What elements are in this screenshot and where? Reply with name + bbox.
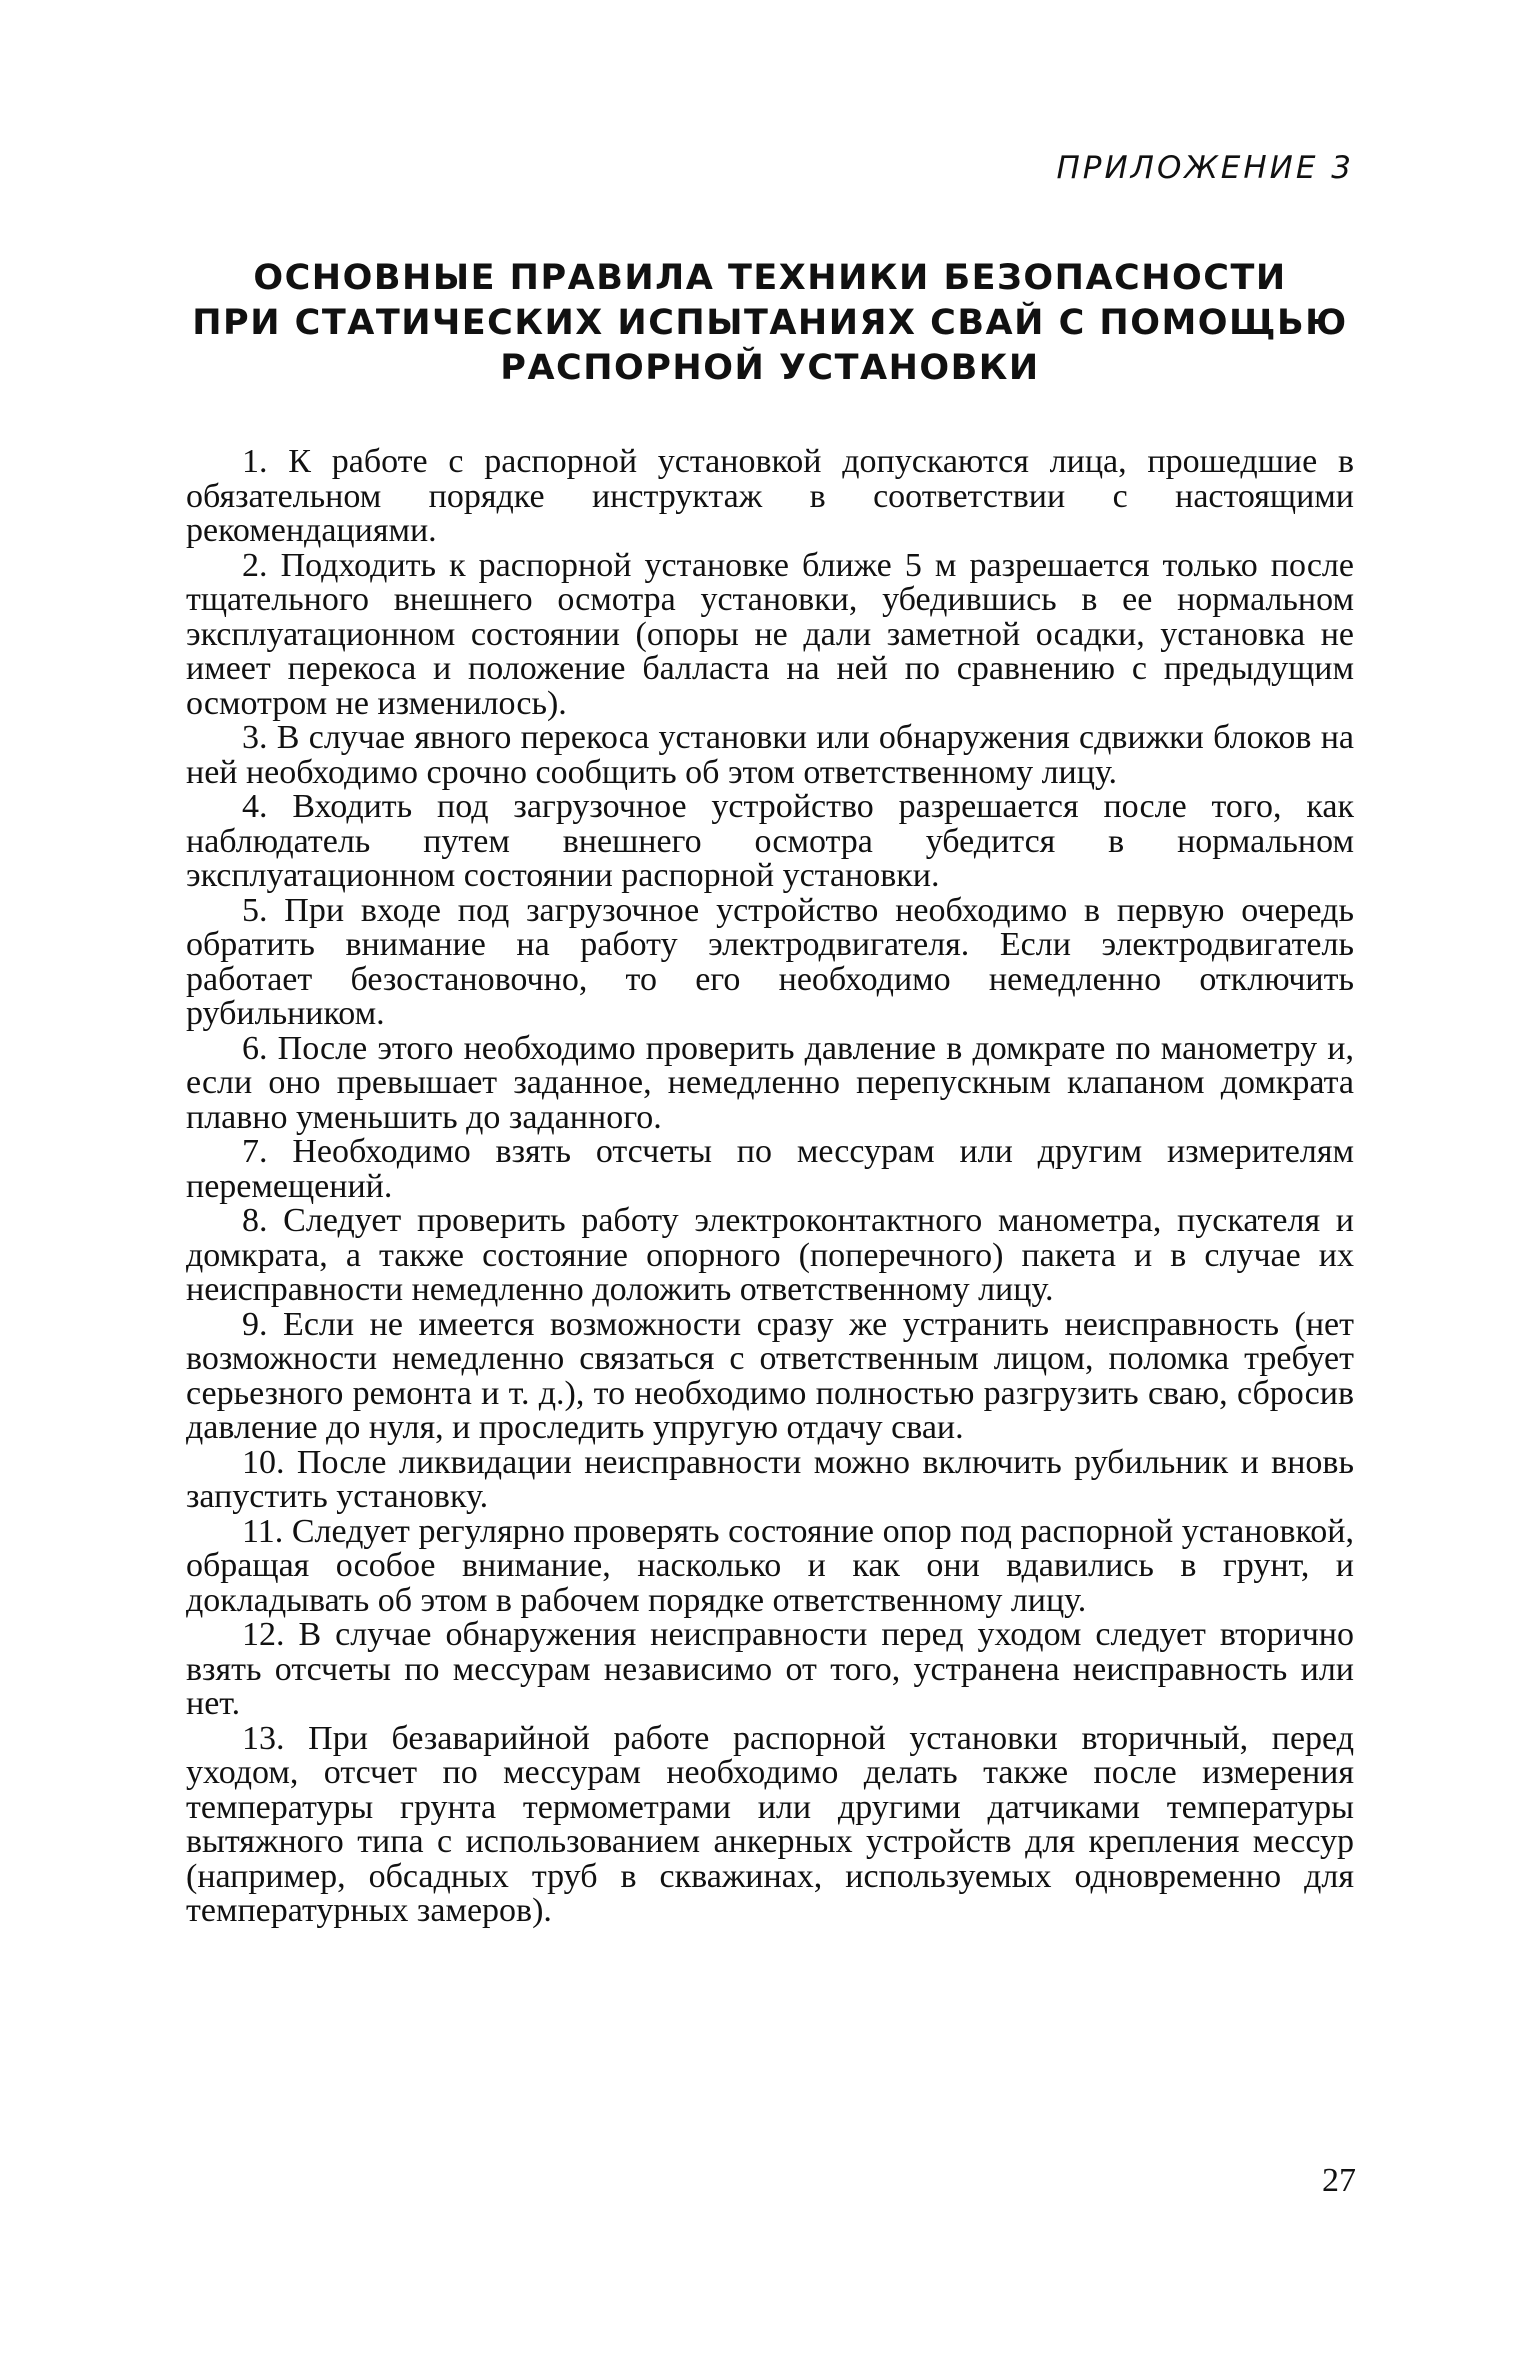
title-line-2: ПРИ СТАТИЧЕСКИХ ИСПЫТАНИЯХ СВАЙ С ПОМОЩЬЮ	[192, 303, 1348, 343]
rule-item-3: 3. В случае явного перекоса установки или обнаружения сдвижки блоков на ней необходимо срочно сообщить об этом ответственному лицу.	[186, 719, 1354, 791]
rules-list	[186, 445, 1354, 1929]
rule-item-4: 4. Входить под загрузочное устройство разрешается после того, как наблюдатель путем внешнего осмотра убедится в нормальном эксплуатационном состоянии распорной установки.	[186, 788, 1354, 894]
page-number: 27	[1322, 2162, 1356, 2199]
rule-item-12: 12. В случае обнаружения неисправности перед уходом следует вторично взять отсчеты по мессурам независимо от того, устранена неисправность или нет.	[186, 1616, 1354, 1722]
title-line-3: РАСПОРНОЙ УСТАНОВКИ	[500, 348, 1040, 388]
rule-item-10: 10. После ликвидации неисправности можно включить рубильник и вновь запустить установку.	[186, 1443, 1354, 1515]
rule-item-2: 2. Подходить к распорной установке ближе 5 м разрешается только после тщательного внешнего осмотра установки, убедившись в ее нормальном эксплуатационном состоянии (опоры не дали заметной осадки, установка не имеет перекоса и положение балласта на ней по сравнению с предыдущим осмотром не изменилось).	[186, 546, 1354, 722]
document-page	[186, 150, 1354, 1929]
rule-item-6: 6. После этого необходимо проверить давление в домкрате по манометру и, если оно превышает заданное, немедленно перепускным клапаном домкрата плавно уменьшить до заданного.	[186, 1029, 1354, 1136]
rule-item-8: 8. Следует проверить работу электроконтактного манометра, пускателя и домкрата, а также состояние опорного (поперечного) пакета и в случае их неисправности немедленно доложить ответственному лицу.	[186, 1202, 1354, 1308]
rule-item-9: 9. Если не имеется возможности сразу же устранить неисправность (нет возможности немедленно связаться с ответственным лицом, поломка требует серьезного ремонта и т. д.), то необходимо полностью разгрузить сваю, сбросив давление до нуля, и проследить упругую отдачу сваи.	[186, 1305, 1354, 1446]
appendix-label: ПРИЛОЖЕНИЕ 3	[1056, 150, 1354, 186]
title-line-1: ОСНОВНЫЕ ПРАВИЛА ТЕХНИКИ БЕЗОПАСНОСТИ	[253, 258, 1287, 298]
rule-item-13: 13. При безаварийной работе распорной установки вторичный, перед уходом, отсчет по мессурам необходимо делать также после измерения температуры грунта термометрами или другими датчиками температуры вытяжного типа с использованием анкерных устройств для крепления мессур (например, обсадных труб в скважинах, используемых одновременно для температурных замеров).	[186, 1719, 1354, 1929]
rule-item-7: 7. Необходимо взять отсчеты по мессурам или другим измерителям перемещений.	[186, 1133, 1354, 1205]
rule-item-1: 1. К работе с распорной установкой допускаются лица, прошедшие в обязательном порядке инструктаж в соответствии с настоящими рекомендациями.	[186, 443, 1354, 549]
document-title	[186, 256, 1354, 391]
rule-item-5: 5. При входе под загрузочное устройство необходимо в первую очередь обратить внимание на работу электродвигателя. Если электродвигатель работает безостановочно, то его необходимо немедленно отключить рубильником.	[186, 891, 1354, 1032]
rule-item-11: 11. Следует регулярно проверять состояние опор под распорной установкой, обращая особое внимание, насколько и как они вдавились в грунт, и докладывать об этом в рабочем порядке ответственному лицу.	[186, 1512, 1354, 1619]
